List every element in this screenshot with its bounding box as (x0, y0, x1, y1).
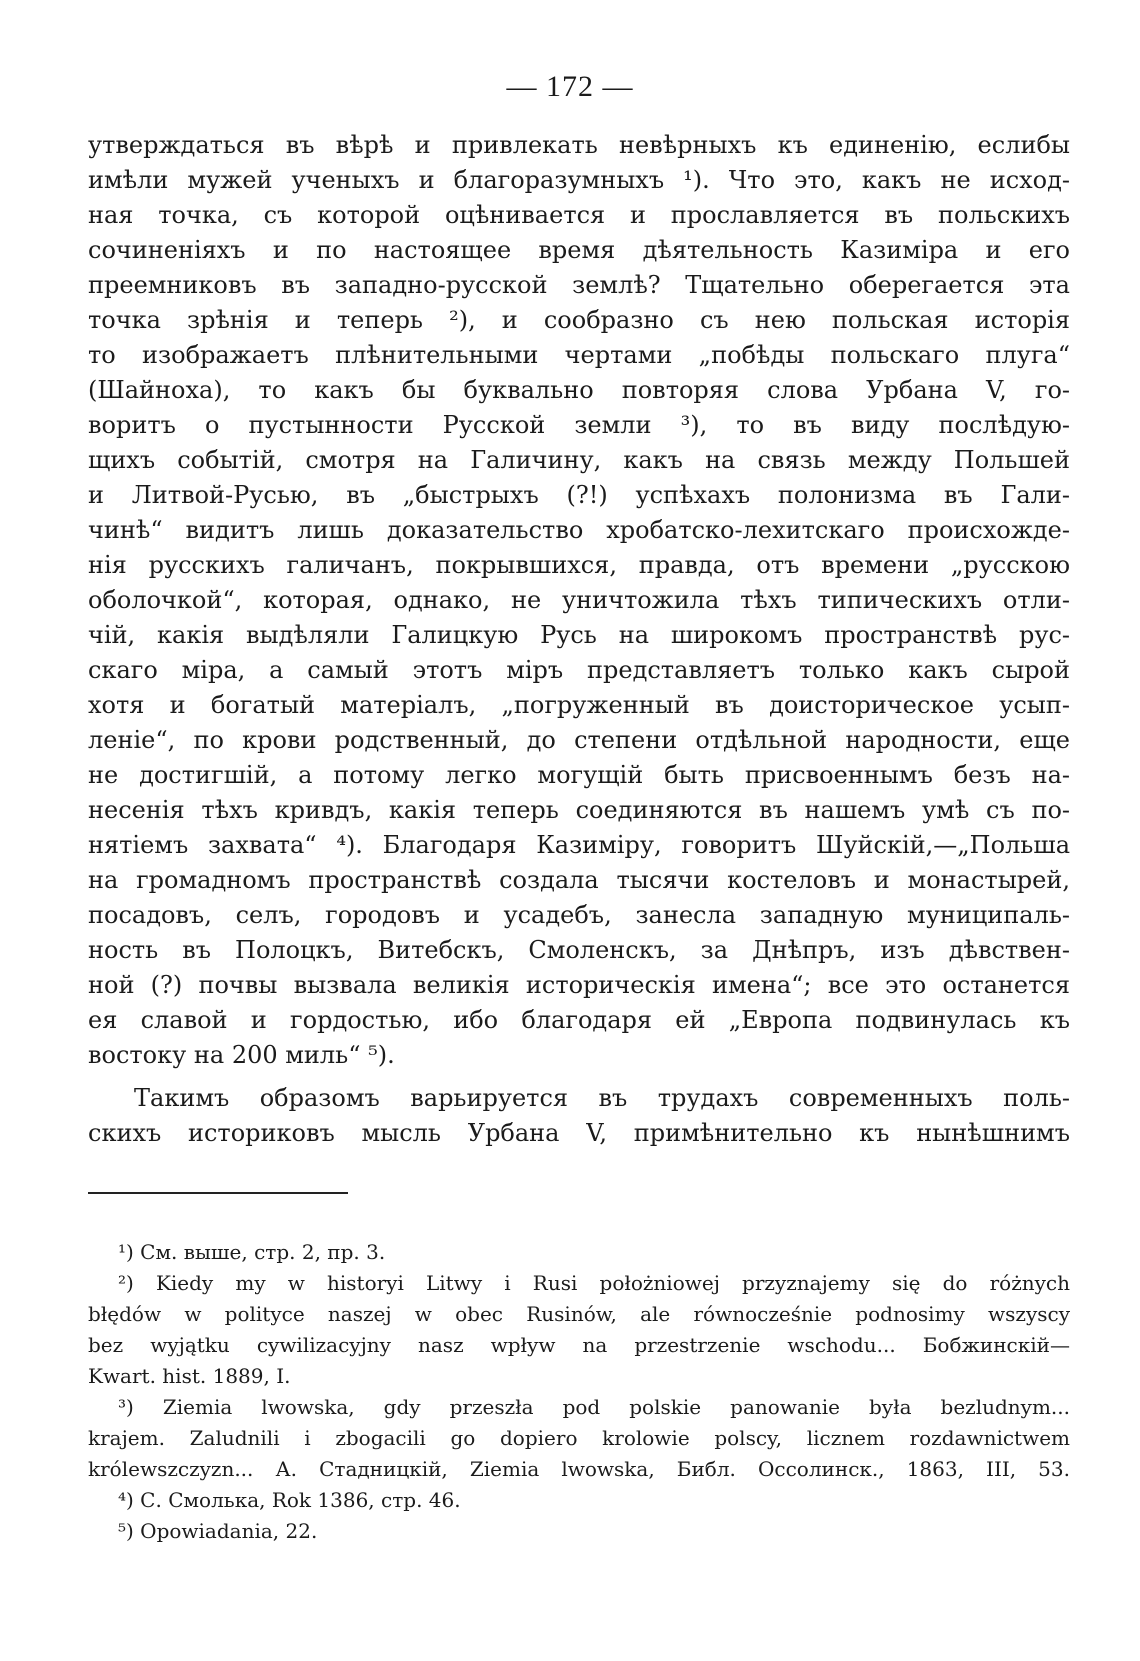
paragraph-2 (88, 1081, 1070, 1151)
text-line: ея славой и гордостью, ибо благодаря ей „Европа подвинулась къ (88, 1006, 1070, 1034)
footnote-4: ⁴) С. Смолька, Rok 1386, стр. 46. (118, 1488, 461, 1512)
text-line: не достигшій, а потому легко могущій быть присвоеннымъ безъ на- (88, 761, 1070, 789)
text-line: ная точка, съ которой оцѣнивается и прославляется въ польскихъ (88, 201, 1070, 229)
footnote-3-cont: królewszczyzn... А. Стадницкій, Ziemia lwowska, Библ. Оссолинск., 1863, III, 53. (88, 1457, 1070, 1481)
footnote-2-cont: błędów w polityce naszej w obec Rusinów, ale równocześnie podnosimy wszyscy (88, 1302, 1070, 1326)
text-line: скихъ историковъ мысль Урбана V, примѣнительно къ нынѣшнимъ (88, 1119, 1070, 1147)
text-line: посадовъ, селъ, городовъ и усадебъ, занесла западную муниципаль- (88, 901, 1070, 929)
text-line: Такимъ образомъ варьируется въ трудахъ современныхъ поль- (134, 1084, 1070, 1112)
text-line: ной (?) почвы вызвала великія историческія имена“; все это останется (88, 971, 1070, 999)
text-line: нятіемъ захвата“ ⁴). Благодаря Казиміру, говоритъ Шуйскій,—„Польша (88, 831, 1070, 859)
text-line: леніе“, по крови родственный, до степени отдѣльной народности, еще (88, 726, 1070, 754)
text-line: оболочкой“, которая, однако, не уничтожила тѣхъ типическихъ отли- (88, 586, 1070, 614)
footnote-1: ¹) См. выше, стр. 2, пр. 3. (118, 1240, 386, 1264)
main-text (88, 128, 1070, 1151)
text-line: и Литвой-Русью, въ „быстрыхъ (?!) успѣхахъ полонизма въ Гали- (88, 481, 1070, 509)
text-line: нія русскихъ галичанъ, покрывшихся, правда, отъ времени „русскою (88, 551, 1070, 579)
footnote-3: ³) Ziemia lwowska, gdy przeszła pod polskie panowanie była bezludnym... (118, 1395, 1070, 1419)
footnotes (88, 1237, 1070, 1547)
text-line: (Шайноха), то какъ бы буквально повторяя слова Урбана V, го- (88, 376, 1070, 404)
text-line: хотя и богатый матеріалъ, „погруженный въ доисторическое усып- (88, 691, 1070, 719)
text-line: чій, какія выдѣляли Галицкую Русь на широкомъ пространствѣ рус- (88, 621, 1070, 649)
text-line: утверждаться въ вѣрѣ и привлекать невѣрныхъ къ единенію, еслибы (88, 131, 1070, 159)
text-line: воритъ о пустынности Русской земли ³), то въ виду послѣдую- (88, 411, 1070, 439)
text-line: на громадномъ пространствѣ создала тысячи костеловъ и монастырей, (88, 866, 1070, 894)
text-line: щихъ событій, смотря на Галичину, какъ на связь между Польшей (88, 446, 1070, 474)
text-line: точка зрѣнія и теперь ²), и сообразно съ нею польская исторія (88, 306, 1070, 334)
footnote-2-cont: bez wyjątku cywilizacyjny nasz wpływ na przestrzenie wschodu... Бобжинскій— (88, 1333, 1070, 1357)
paragraph-1 (88, 128, 1070, 1073)
text-line: чинѣ“ видитъ лишь доказательство хробатско-лехитскаго происхожде- (88, 516, 1070, 544)
text-line: то изображаетъ плѣнительными чертами „побѣды польскаго плуга“ (88, 341, 1070, 369)
footnote-3-cont: krajem. Zaludnili i zbogacili go dopiero krolowie polscy, licznem rozdawnictwem (88, 1426, 1070, 1450)
footnote-2-cont: Kwart. hist. 1889, I. (88, 1364, 291, 1388)
text-line: скаго міра, а самый этотъ міръ представляетъ только какъ сырой (88, 656, 1070, 684)
text-line: имѣли мужей ученыхъ и благоразумныхъ ¹). Что это, какъ не исход- (88, 166, 1070, 194)
text-line: ность въ Полоцкъ, Витебскъ, Смоленскъ, за Днѣпръ, изъ дѣвствен- (88, 936, 1070, 964)
footnote-5: ⁵) Opowiadania, 22. (118, 1519, 318, 1543)
text-line: сочиненіяхъ и по настоящее время дѣятельность Казиміра и его (88, 236, 1070, 264)
text-line: преемниковъ въ западно-русской землѣ? Тщательно оберегается эта (88, 271, 1070, 299)
page-number: — 172 — (506, 70, 634, 103)
footnote-divider (88, 1192, 348, 1194)
paragraph-gap (88, 1073, 1070, 1081)
text-line: несенія тѣхъ кривдъ, какія теперь соединяются въ нашемъ умѣ съ по- (88, 796, 1070, 824)
text-line: востоку на 200 миль“ ⁵). (88, 1041, 395, 1069)
footnote-2: ²) Kiedy my w historyi Litwy i Rusi położniowej przyznajemy się do różnych (118, 1271, 1070, 1295)
